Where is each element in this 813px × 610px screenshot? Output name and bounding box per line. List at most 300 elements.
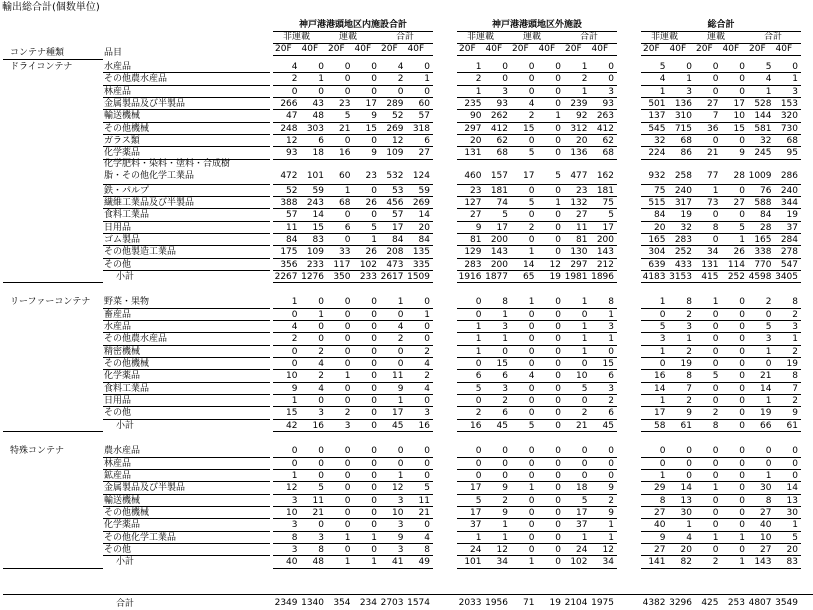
item-label: 輸送機械 <box>104 111 141 122</box>
header-divider <box>3 59 103 60</box>
value-cell: 0 <box>555 309 561 320</box>
value-cell: 263 <box>596 111 614 122</box>
value-cell: 0 <box>371 371 377 382</box>
value-cell: 21 <box>418 507 430 518</box>
value-cell: 0 <box>502 74 508 85</box>
value-cell: 0 <box>475 458 482 469</box>
value-cell: 20 <box>418 222 430 233</box>
value-cell: 1 <box>502 520 508 531</box>
item-label: その他化学工業品 <box>104 532 177 543</box>
value-cell: 477 <box>570 171 588 182</box>
subtotal-cell: 83 <box>786 557 798 568</box>
value-cell: 2 <box>686 309 692 320</box>
item-label: その他製造工業品 <box>104 247 177 258</box>
value-cell: 1 <box>344 185 351 196</box>
row-divider <box>273 282 433 283</box>
section-divider <box>3 282 103 283</box>
size-label: 20F <box>328 44 345 54</box>
value-cell: 4 <box>424 359 430 370</box>
value-cell: 639 <box>648 259 666 270</box>
value-cell: 1 <box>502 309 508 320</box>
value-cell: 5 <box>712 371 719 382</box>
value-cell: 2 <box>397 334 404 345</box>
grand-total-cell: 3296 <box>669 598 692 608</box>
value-cell: 8 <box>424 544 430 555</box>
subtotal-cell: 102 <box>570 557 588 568</box>
subtotal-cell: 2 <box>712 557 719 568</box>
item-label: 金属製品及び半製品 <box>104 99 186 110</box>
value-cell: 20 <box>654 222 666 233</box>
value-cell: 433 <box>674 259 692 270</box>
value-cell: 131 <box>464 148 482 159</box>
item-label: 日用品 <box>104 222 132 233</box>
value-cell: 0 <box>555 185 561 196</box>
value-cell: 2 <box>792 396 798 407</box>
value-cell: 27 <box>733 197 745 208</box>
value-cell: 101 <box>306 171 324 182</box>
subtotal-cell: 1916 <box>458 271 482 282</box>
value-cell: 34 <box>707 247 719 258</box>
grand-total-cell: 71 <box>523 598 535 608</box>
subtotal-cell: 66 <box>760 420 772 431</box>
value-cell: 1 <box>792 334 798 345</box>
item-label: その他機械 <box>104 359 150 370</box>
value-cell: 3 <box>659 334 666 345</box>
subtotal-cell: 1896 <box>591 271 614 282</box>
subtotal-cell: 1877 <box>485 271 508 282</box>
value-cell: 8 <box>686 297 692 308</box>
value-cell: 3 <box>608 86 614 97</box>
value-cell: 0 <box>581 470 588 481</box>
value-cell: 0 <box>555 210 561 221</box>
value-cell: 9 <box>739 148 745 159</box>
value-cell: 0 <box>318 86 324 97</box>
value-cell: 9 <box>502 483 508 494</box>
subtotal-cell: 5 <box>528 420 535 431</box>
value-cell: 0 <box>686 62 692 72</box>
item-label: 農水産品 <box>104 446 141 457</box>
value-cell: 0 <box>555 62 561 72</box>
value-cell: 356 <box>280 259 298 270</box>
value-cell: 17 <box>733 99 745 110</box>
value-cell: 92 <box>576 111 588 122</box>
value-cell: 0 <box>528 520 535 531</box>
value-cell: 0 <box>608 458 614 469</box>
value-cell: 4 <box>318 359 324 370</box>
value-cell: 0 <box>397 458 404 469</box>
value-cell: 388 <box>280 197 298 208</box>
value-cell: 3 <box>318 532 324 543</box>
subtotal-cell: 141 <box>648 557 666 568</box>
value-cell: 547 <box>780 259 798 270</box>
size-label: 40F <box>538 44 556 54</box>
value-cell: 32 <box>680 222 692 233</box>
value-cell: 0 <box>318 520 324 531</box>
value-cell: 14 <box>523 259 535 270</box>
header-divider <box>641 55 801 56</box>
value-cell: 0 <box>371 507 377 518</box>
subtotal-cell: 1 <box>344 557 351 568</box>
value-cell: 262 <box>490 111 508 122</box>
value-cell: 0 <box>371 383 377 394</box>
value-cell: 0 <box>555 544 561 555</box>
value-cell: 1 <box>765 346 772 357</box>
row-divider <box>273 568 433 569</box>
value-cell: 200 <box>490 259 508 270</box>
value-cell: 95 <box>786 148 798 159</box>
value-cell: 224 <box>648 148 666 159</box>
subtotal-cell: 3405 <box>775 271 798 282</box>
value-cell: 2 <box>424 346 430 357</box>
value-cell: 3 <box>424 408 430 419</box>
subtotal-cell: 45 <box>602 420 614 431</box>
value-cell: 1 <box>581 532 588 543</box>
subtotal-cell: 4598 <box>748 271 772 282</box>
subtotal-cell: 48 <box>312 557 324 568</box>
value-cell: 1 <box>318 74 324 85</box>
size-label: 40F <box>354 44 372 54</box>
value-cell: 93 <box>602 99 614 110</box>
subtotal-cell: 42 <box>286 420 298 431</box>
value-cell: 20 <box>576 136 588 147</box>
subtotal-cell: 34 <box>496 557 508 568</box>
value-cell: 19 <box>786 210 798 221</box>
value-cell: 1009 <box>748 171 772 182</box>
value-cell: 0 <box>424 520 430 531</box>
value-cell: 28 <box>733 171 745 182</box>
value-cell: 0 <box>765 446 772 457</box>
subtotal-cell: 45 <box>496 420 508 431</box>
row-divider <box>457 431 617 432</box>
value-cell: 0 <box>528 470 535 481</box>
value-cell: 0 <box>318 446 324 457</box>
value-cell: 62 <box>496 136 508 147</box>
value-cell: 0 <box>581 396 588 407</box>
value-cell: 0 <box>528 334 535 345</box>
value-cell: 1 <box>424 74 430 85</box>
value-cell: 4 <box>528 99 535 110</box>
item-label: 輸送機械 <box>104 495 141 506</box>
value-cell: 0 <box>318 297 324 308</box>
value-cell: 0 <box>528 185 535 196</box>
value-cell: 2 <box>502 396 508 407</box>
value-cell: 2 <box>581 408 588 419</box>
subtotal-cell: 16 <box>418 420 430 431</box>
value-cell: 0 <box>555 334 561 345</box>
value-cell: 109 <box>386 148 404 159</box>
value-cell: 0 <box>371 86 377 97</box>
value-cell: 76 <box>760 185 772 196</box>
subtotal-label: 小計 <box>116 420 135 431</box>
value-cell: 2 <box>318 346 324 357</box>
value-cell: 15 <box>523 123 535 134</box>
column-label-type: コンテナ種類 <box>10 48 65 58</box>
value-cell: 0 <box>371 185 377 196</box>
subheader-total: 合計 <box>580 32 599 42</box>
value-cell: 5 <box>765 62 772 72</box>
value-cell: 1 <box>739 234 745 245</box>
value-cell: 75 <box>654 185 666 196</box>
subtotal-cell: 8 <box>712 420 719 431</box>
value-cell: 310 <box>674 111 692 122</box>
value-cell: 1 <box>475 322 482 332</box>
value-cell: 0 <box>555 222 561 233</box>
value-cell: 1 <box>555 197 561 208</box>
value-cell: 1 <box>659 86 666 97</box>
value-cell: 0 <box>344 322 351 332</box>
item-label: その他 <box>104 408 132 419</box>
value-cell: 23 <box>576 185 588 196</box>
value-cell: 0 <box>318 396 324 407</box>
value-cell: 0 <box>291 446 298 457</box>
value-cell: 0 <box>475 396 482 407</box>
value-cell: 0 <box>555 148 561 159</box>
value-cell: 0 <box>528 309 535 320</box>
container-type-label: リーファーコンテナ <box>10 297 91 308</box>
value-cell: 258 <box>674 171 692 182</box>
value-cell: 0 <box>291 309 298 320</box>
value-cell: 2 <box>344 408 351 419</box>
item-label: 金属製品及び半製品 <box>104 483 186 494</box>
value-cell: 24 <box>576 544 588 555</box>
value-cell: 245 <box>754 148 772 159</box>
value-cell: 240 <box>674 185 692 196</box>
value-cell: 0 <box>792 458 798 469</box>
value-cell: 0 <box>555 396 561 407</box>
value-cell: 0 <box>608 446 614 457</box>
value-cell: 0 <box>739 136 745 147</box>
value-cell: 1 <box>291 396 298 407</box>
value-cell: 1 <box>475 86 482 97</box>
value-cell: 1 <box>659 346 666 357</box>
value-cell: 233 <box>306 259 324 270</box>
value-cell: 0 <box>555 470 561 481</box>
value-cell: 0 <box>739 86 745 97</box>
value-cell: 0 <box>528 532 535 543</box>
grand-total-cell: 4807 <box>748 598 772 608</box>
value-cell: 77 <box>707 171 719 182</box>
value-cell: 0 <box>712 507 719 518</box>
item-label: その他農水産品 <box>104 74 168 85</box>
value-cell: 6 <box>608 408 614 419</box>
value-cell: 0 <box>318 458 324 469</box>
value-cell: 4 <box>397 322 404 332</box>
subtotal-label: 小計 <box>116 271 135 282</box>
grand-total-cell: 4382 <box>642 598 666 608</box>
value-cell: 545 <box>648 123 666 134</box>
value-cell: 0 <box>739 396 745 407</box>
value-cell: 0 <box>397 309 404 320</box>
value-cell: 0 <box>291 86 298 97</box>
value-cell: 1 <box>608 520 614 531</box>
value-cell: 9 <box>608 483 614 494</box>
value-cell: 0 <box>475 470 482 481</box>
value-cell: 0 <box>502 446 508 457</box>
value-cell: 3 <box>502 383 508 394</box>
value-cell: 1 <box>502 532 508 543</box>
subtotal-cell: 61 <box>680 420 692 431</box>
item-label: その他農水産品 <box>104 334 168 345</box>
item-label: その他 <box>104 544 132 555</box>
value-cell: 460 <box>464 171 482 182</box>
value-cell: 0 <box>581 309 588 320</box>
value-cell: 0 <box>424 458 430 469</box>
size-label: 20F <box>459 44 476 54</box>
item-label: 鉄・パルプ <box>104 185 150 196</box>
value-cell: 0 <box>344 334 351 345</box>
value-cell: 0 <box>344 470 351 481</box>
value-cell: 0 <box>424 62 430 72</box>
value-cell: 5 <box>344 111 351 122</box>
value-cell: 318 <box>412 123 430 134</box>
grand-total-cell: 425 <box>701 598 719 608</box>
value-cell: 532 <box>386 171 404 182</box>
value-cell: 0 <box>555 532 561 543</box>
value-cell: 5 <box>581 495 588 506</box>
value-cell: 0 <box>739 62 745 72</box>
value-cell: 1 <box>344 371 351 382</box>
value-cell: 0 <box>739 446 745 457</box>
value-cell: 0 <box>502 62 508 72</box>
section-divider <box>3 431 103 432</box>
value-cell: 117 <box>333 259 351 270</box>
value-cell: 0 <box>528 408 535 419</box>
value-cell: 0 <box>344 396 351 407</box>
value-cell: 0 <box>344 446 351 457</box>
subtotal-cell: 41 <box>392 557 404 568</box>
value-cell: 1 <box>371 532 377 543</box>
value-cell: 0 <box>371 297 377 308</box>
value-cell: 17 <box>392 222 404 233</box>
value-cell: 1 <box>686 334 692 345</box>
value-cell: 5 <box>581 383 588 394</box>
subheader-load: 運載 <box>339 32 358 42</box>
header-divider <box>457 43 617 44</box>
value-cell: 284 <box>780 234 798 245</box>
value-cell: 5 <box>765 322 772 332</box>
value-cell: 5 <box>371 222 377 233</box>
subheader-total: 合計 <box>396 32 415 42</box>
value-cell: 0 <box>555 136 561 147</box>
value-cell: 10 <box>760 532 772 543</box>
value-cell: 12 <box>496 544 508 555</box>
value-cell: 0 <box>424 86 430 97</box>
value-cell: 2 <box>475 408 482 419</box>
value-cell: 5 <box>502 210 508 221</box>
value-cell: 0 <box>712 346 719 357</box>
row-divider <box>641 568 801 569</box>
value-cell: 14 <box>418 210 430 221</box>
value-cell: 0 <box>555 247 561 258</box>
value-cell: 5 <box>528 148 535 159</box>
value-cell: 0 <box>555 446 561 457</box>
value-cell: 18 <box>576 483 588 494</box>
value-cell: 53 <box>392 185 404 196</box>
value-cell: 932 <box>648 171 666 182</box>
value-cell: 60 <box>339 171 351 182</box>
value-cell: 0 <box>371 62 377 72</box>
value-cell: 0 <box>739 371 745 382</box>
value-cell: 1 <box>581 322 588 332</box>
value-cell: 32 <box>654 136 666 147</box>
value-cell: 136 <box>674 99 692 110</box>
value-cell: 1 <box>765 396 772 407</box>
value-cell: 11 <box>312 495 324 506</box>
value-cell: 0 <box>528 86 535 97</box>
value-cell: 8 <box>659 495 666 506</box>
value-cell: 8 <box>712 222 719 233</box>
value-cell: 9 <box>792 408 798 419</box>
subtotal-cell: 40 <box>286 557 298 568</box>
value-cell: 5 <box>659 322 666 332</box>
group-title: 総合計 <box>707 20 735 30</box>
value-cell: 6 <box>344 222 351 233</box>
value-cell: 0 <box>608 470 614 481</box>
value-cell: 19 <box>760 408 772 419</box>
value-cell: 0 <box>318 322 324 332</box>
value-cell: 0 <box>397 346 404 357</box>
value-cell: 36 <box>707 123 719 134</box>
value-cell: 165 <box>754 234 772 245</box>
value-cell: 1 <box>686 520 692 531</box>
value-cell: 73 <box>707 197 719 208</box>
value-cell: 2 <box>686 346 692 357</box>
value-cell: 0 <box>739 408 745 419</box>
value-cell: 0 <box>344 483 351 494</box>
value-cell: 93 <box>286 148 298 159</box>
value-cell: 62 <box>602 136 614 147</box>
item-label: 畜産品 <box>104 309 132 320</box>
value-cell: 8 <box>792 371 798 382</box>
value-cell: 0 <box>712 86 719 97</box>
value-cell: 335 <box>412 259 430 270</box>
value-cell: 33 <box>339 247 351 258</box>
subtotal-cell: 16 <box>312 420 324 431</box>
value-cell: 20 <box>786 544 798 555</box>
value-cell: 17 <box>365 99 377 110</box>
value-cell: 1 <box>608 532 614 543</box>
subtotal-cell: 49 <box>418 557 430 568</box>
grand-total-cell: 354 <box>333 598 351 608</box>
value-cell: 5 <box>424 483 430 494</box>
value-cell: 17 <box>470 507 482 518</box>
value-cell: 278 <box>780 247 798 258</box>
value-cell: 0 <box>344 520 351 531</box>
value-cell: 9 <box>397 383 404 394</box>
value-cell: 83 <box>312 234 324 245</box>
value-cell: 338 <box>754 247 772 258</box>
value-cell: 0 <box>739 334 745 345</box>
value-cell: 0 <box>475 297 482 308</box>
value-cell: 1 <box>528 297 535 308</box>
value-cell: 304 <box>648 247 666 258</box>
subtotal-cell: 0 <box>555 420 561 431</box>
value-cell: 0 <box>424 334 430 345</box>
value-cell: 137 <box>648 111 666 122</box>
value-cell: 20 <box>470 136 482 147</box>
value-cell: 9 <box>291 383 298 394</box>
value-cell: 3 <box>397 544 404 555</box>
item-label: 食料工業品 <box>104 210 150 221</box>
value-cell: 0 <box>528 396 535 407</box>
item-label: ゴム製品 <box>104 234 141 245</box>
item-label: 鉱産品 <box>104 470 132 481</box>
value-cell: 0 <box>344 359 351 370</box>
value-cell: 3 <box>291 520 298 531</box>
value-cell: 0 <box>555 99 561 110</box>
value-cell: 0 <box>712 446 719 457</box>
value-cell: 11 <box>576 222 588 233</box>
